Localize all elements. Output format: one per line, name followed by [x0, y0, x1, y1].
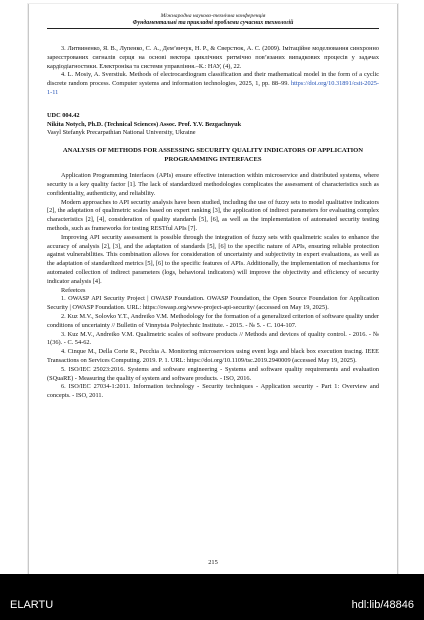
paragraph: Application Programming Interfaces (APIs) ensure effective interaction within microservice and distributed systems, where security is a key quality factor [1]. The lack of standardized methodologies complicates the assessment of characteristics such as confidentiality, authenticity, and reliability.	[47, 172, 379, 197]
paper-title: ANALYSIS OF METHODS FOR ASSESSING SECURITY QUALITY INDICATORS OF APPLICATION PROGRAMMING INTERFACES	[62, 147, 364, 164]
handle-identifier: hdl:lib/48846	[351, 599, 414, 611]
previous-reference-4	[47, 71, 379, 97]
previous-reference-4-text: 4. L. Mosiy, A. Sverstiuk. Methods of electrocardiogram classification and their mathematical model in the form of a cyclic discrete random process. Computer systems and information technologies, 2025, 1, pp. 88–99.	[47, 71, 379, 88]
udc-code: UDC 004.42	[47, 111, 80, 119]
running-header-title: Фундаментальні та прикладні проблеми сучасних технологій	[132, 20, 294, 26]
page-number: 215	[208, 559, 218, 566]
reference-item: 5. ISO/IEC 25023:2016. Systems and software engineering - Systems and software quality requirements and evaluation (SQuaRE) - Measuring the quality of system and software products. - ISO, 2016.	[47, 365, 379, 382]
reference-item: 2. Kuz M.V., Solovko Y.T., Andreiko V.M. Methodology for the formation of a generalized criterion of software quality under conditions of uncertainty // Bulletin of Vinnytsia Polytechnic Institute. - 2015. - № 5. - С. 104-107.	[47, 312, 379, 329]
page-content	[47, 45, 379, 401]
repository-name: ELARTU	[10, 599, 54, 611]
previous-reference-3: 3. Литвиненко, Я. В., Лупенко, С. А., Дем’янчук, Н. Р., & Сверстюк, А. С. (2009). Імітаційне моделювання синхронно зареєстрованих сигналів серця на основі вектора циклічних ритмічно пов’язаних випадкових процесів у задачах кардіодіагностики. Електроніка та системи управління.–К.: НАУ, (4), 22.	[47, 45, 379, 70]
authors: Nikita Notych, Ph.D. (Technical Sciences) Assoc. Prof. Y.V. Bezgachnyuk	[47, 120, 242, 128]
header-rule	[47, 28, 379, 29]
reference-item: 1. OWASP API Security Project | OWASP Foundation. OWASP Foundation, the Open Source Foundation for Application Security | OWASP Foundation. URL: https://owasp.org/www-project-api-security/ (accessed on May 19, 2025).	[47, 295, 379, 312]
affiliation: Vasyl Stefanyk Precarpathian National University, Ukraine	[47, 129, 196, 137]
document-page	[28, 4, 398, 574]
repository-footer-bar	[0, 574, 424, 620]
paragraph: Improving API security assessment is possible through the integration of fuzzy sets with qualimetric scales to enhance the accuracy of analysis [2], [3], and the adaptation of standards [5], [6] to the specific nature of APIs, ensuring reliable protection against vulnerabilities. This combination allows for consideration of uncertainty and subjectivity in expert evaluations, as well as the adaptation of standardized metrics [5], [6] to the specific features of APIs. Additionally, the implementation of mechanisms for automated collection of indirect parameters (logs, behavioral indicators) will improve the objectivity and efficiency of security indicator analysis [4].	[47, 233, 379, 285]
previous-reference-4-link[interactable]: https://doi.org/10.31891/csit-2025-1-11	[47, 80, 379, 96]
references-heading: Refeetces	[61, 286, 86, 294]
running-header-conference: Міжнародна науково-технічна конференція	[160, 13, 266, 19]
paragraph: Modern approaches to API security analysis have been studied, including the use of fuzzy sets to model qualitative indicators [2], the adaptation of qualimetric scales based on expert ranking [3], the application of indirect parameters for evaluating complex characteristics [2], [4], consideration of quality standards [5], [6], as well as the implementation of automated security testing methods, such as frameworks for testing RESTful APIs [7].	[47, 198, 379, 232]
reference-item: 6. ISO/IEC 27034-1:2011. Information technology - Security techniques - Application security - Part 1: Overview and concepts. - ISO, 2011.	[47, 383, 379, 400]
reference-item: 4. Cinque M., Della Corte R., Pecchia A. Monitoring microservices using event logs and black box execution tracing. IEEE Transactions on Services Computing. 2019. P. 1. URL: https://doi.org/10.1109/tsc.2019.2940009 (accessed May 19, 2025).	[47, 348, 379, 364]
reference-item: 3. Kuz M.V., Andreiko V.M. Qualimetric scales of software products // Methods and devices of quality control. - 2016. - № 1(36). - С. 54-62.	[47, 330, 379, 347]
